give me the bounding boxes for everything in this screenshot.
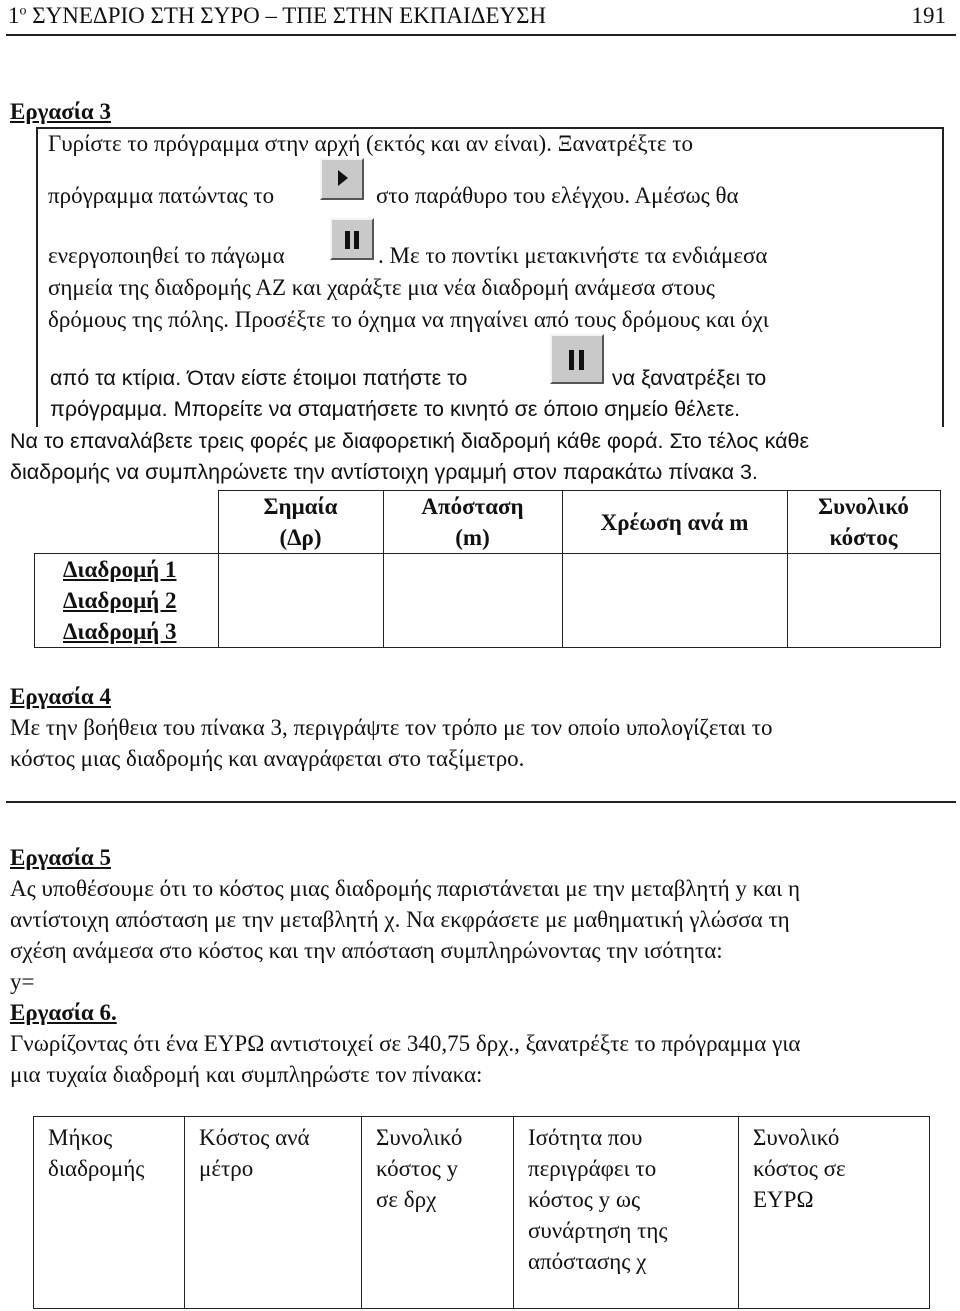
task4-line1: Με την βοήθεια του πίνακα 3, περιγράψτε τον τρόπο με τον οποίο υπολογίζεται το (10, 715, 773, 740)
cell-line: περιγράφει το (528, 1156, 657, 1181)
header-divider (6, 34, 956, 36)
table-header-row (35, 491, 941, 554)
task6-line1: Γνωρίζοντας ότι ένα ΕΥΡΩ αντιστοιχεί σε 340,75 δρχ., ξανατρέξτε το πρόγραμμα για (10, 1031, 801, 1056)
task5-line3: σχέση ανάμεσα στο κόστος και την απόσταση συμπληρώνοντας την ισότητα: (10, 938, 723, 963)
table-cell (514, 1117, 739, 1309)
header-title-prefix: 1 (8, 3, 20, 28)
pause-bar-right (579, 350, 584, 370)
table-header-cell (383, 491, 562, 554)
pause-button-icon (330, 218, 374, 260)
task3-line2b: στο παράθυρο του ελέγχου. Αμέσως θα (376, 183, 739, 208)
task5-heading: Εργασία 5 (10, 845, 111, 870)
task3-line3a: ενεργοποιηθεί το πάγωμα (48, 243, 285, 268)
header-text: Χρέωση ανά m (600, 509, 749, 535)
row-label: Διαδρομή 1 (35, 554, 219, 586)
table-row (35, 616, 941, 648)
header-text: Συνολικό (818, 494, 909, 519)
header-text: Απόσταση (421, 494, 524, 519)
euro-table (33, 1116, 930, 1309)
table-cell (218, 585, 383, 616)
cell-line: Ισότητα που (528, 1125, 643, 1150)
table-cell (383, 616, 562, 648)
task5-line4: y= (10, 969, 35, 994)
header-text: Σημαία (263, 494, 338, 519)
cell-line: κόστος y ως (528, 1187, 641, 1212)
table-cell (383, 554, 562, 586)
table-cell (218, 554, 383, 586)
route-table (34, 490, 941, 648)
header-title-rest: ΣΥΝΕΔΡΙΟ ΣΤΗ ΣΥΡΟ – ΤΠΕ ΣΤΗΝ ΕΚΠΑΙΔΕΥΣΗ (26, 3, 547, 28)
task3-line7: πρόγραμμα. Μπορείτε να σταματήσετε το κινητό σε όποιο σημείο θέλετε. (50, 397, 741, 421)
section-divider (6, 801, 956, 803)
row-label: Διαδρομή 2 (35, 585, 219, 616)
table-header-cell (562, 491, 787, 554)
table-cell (787, 554, 940, 586)
table-header-cell (218, 491, 383, 554)
page-number: 191 (911, 3, 946, 28)
cell-line: Συνολικό (376, 1125, 463, 1150)
table-cell (787, 585, 940, 616)
cell-line: κόστος σε (753, 1156, 846, 1181)
table-cell (185, 1117, 362, 1309)
play-triangle (338, 170, 348, 186)
task3-line6b: να ξανατρέξει το (612, 366, 767, 390)
table-cell (739, 1117, 930, 1309)
table-row (35, 585, 941, 616)
task3-line4: σημεία της διαδρομής ΑΖ και χαράξτε μια νέα διαδρομή ανάμεσα στους (48, 275, 715, 300)
table-cell (562, 554, 787, 586)
row-label: Διαδρομή 3 (35, 616, 219, 648)
cell-line: μέτρο (199, 1156, 254, 1181)
table-cell (218, 616, 383, 648)
task3-line2a: πρόγραμμα πατώντας το (48, 183, 275, 208)
table-cell (362, 1117, 514, 1309)
header-text: κόστος (829, 525, 898, 550)
task3-after2: διαδρομής να συμπληρώνετε την αντίστοιχη γραμμή στον παρακάτω πίνακα 3. (10, 460, 758, 484)
pause-button-icon-2 (550, 334, 604, 384)
task5-line2: αντίστοιχη απόσταση με την μεταβλητή χ. Να εκφράσετε με μαθηματική γλώσσα τη (10, 907, 790, 932)
task3-heading: Εργασία 3 (10, 99, 111, 124)
pause-bar-right (354, 231, 359, 249)
table-header-cell (787, 491, 940, 554)
pause-bar-left (345, 231, 350, 249)
play-button-icon (320, 158, 364, 200)
cell-line: σε δρχ (376, 1187, 437, 1212)
task5-line1: Ας υποθέσουμε ότι το κόστος μιας διαδρομής παριστάνεται με την μεταβλητή y και η (10, 876, 801, 901)
cell-line: Κόστος ανά (199, 1125, 310, 1150)
header-title-sup: ο (19, 3, 27, 19)
task4-line2: κόστος μιας διαδρομής και αναγράφεται στο ταξίμετρο. (10, 746, 525, 771)
task3-after1: Να το επαναλάβετε τρεις φορές με διαφορετική διαδρομή κάθε φορά. Στο τέλος κάθε (10, 429, 810, 453)
cell-line: απόστασης χ (528, 1249, 647, 1274)
task3-line3b: . Με το ποντίκι μετακινήστε τα ενδιάμεσα (378, 243, 768, 268)
table-cell (34, 1117, 185, 1309)
table-cell (562, 616, 787, 648)
page-header-title (8, 0, 546, 31)
table-row (35, 554, 941, 586)
cell-line: Μήκος (48, 1125, 113, 1150)
table-cell (787, 616, 940, 648)
task3-line5: δρόμους της πόλης. Προσέξτε το όχημα να πηγαίνει από τους δρόμους και όχι (48, 307, 769, 332)
table-header-cell (35, 491, 219, 554)
cell-line: Συνολικό (753, 1125, 840, 1150)
cell-line: κόστος y (376, 1156, 459, 1181)
table-cell (562, 585, 787, 616)
table-cell (383, 585, 562, 616)
cell-line: διαδρομής (48, 1156, 145, 1181)
pause-bar-left (569, 350, 574, 370)
header-text: (m) (455, 525, 490, 550)
header-text: (Δρ) (279, 525, 322, 550)
task3-line1: Γυρίστε το πρόγραμμα στην αρχή (εκτός και αν είναι). Ξανατρέξτε το (48, 131, 694, 156)
task3-line6a: από τα κτίρια. Όταν είστε έτοιμοι πατήστε το (50, 366, 468, 390)
task6-heading: Εργασία 6. (10, 1000, 117, 1025)
cell-line: ΕΥΡΩ (753, 1187, 814, 1212)
task6-line2: μια τυχαία διαδρομή και συμπληρώστε τον πίνακα: (10, 1062, 483, 1087)
table-row (34, 1117, 930, 1309)
cell-line: συνάρτηση της (528, 1218, 668, 1243)
task4-heading: Εργασία 4 (10, 684, 111, 709)
